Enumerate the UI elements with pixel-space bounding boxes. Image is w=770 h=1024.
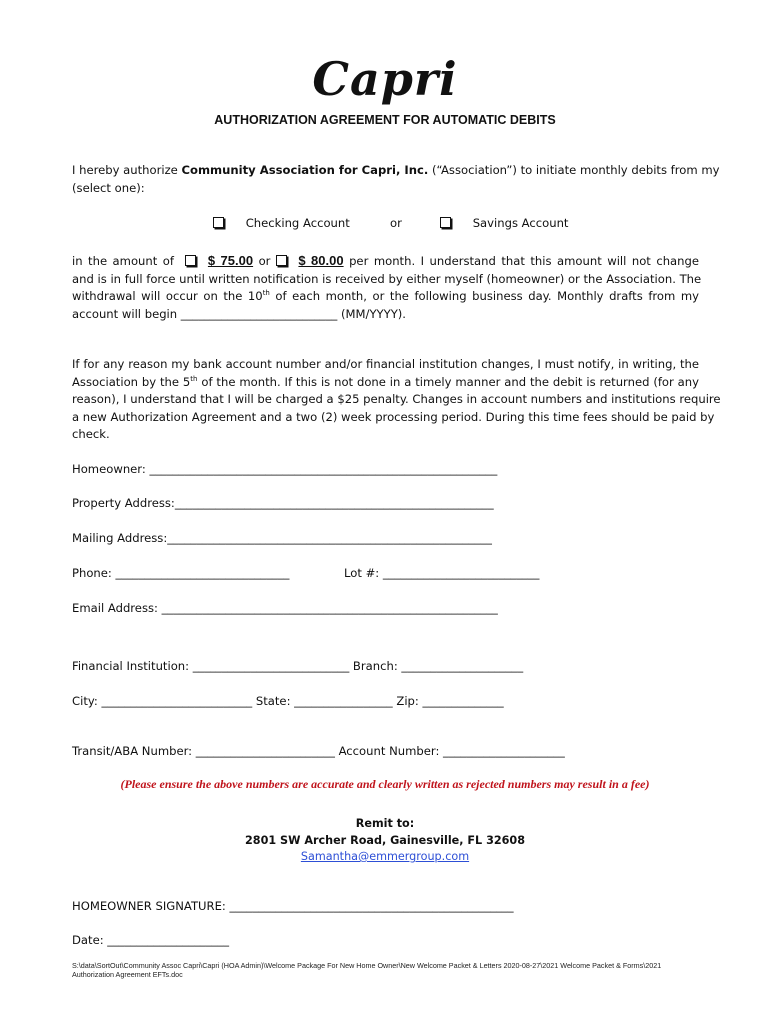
remit-label: Remit to: <box>355 817 415 830</box>
homeowner-field[interactable]: Homeowner: ____________________________________________________________ <box>72 462 498 476</box>
accuracy-warning: (Please ensure the above numbers are accurate and clearly written as rejected numbers may result in a fee) <box>120 777 650 791</box>
ordinal-th-2: th <box>190 374 198 383</box>
intro-pre: I hereby authorize <box>72 163 182 177</box>
ordinal-th: th <box>262 289 270 298</box>
savings-option[interactable] <box>440 216 568 230</box>
change-paragraph <box>72 356 721 444</box>
amount-line3-pre: withdrawal will occur on the 10 <box>72 289 263 304</box>
amount-75-checkbox[interactable] <box>185 255 196 266</box>
footer-line2: Authorization Agreement EFTs.doc <box>72 970 183 979</box>
change-line2-post: of the month. If this is not done in a timely manner and the debit is returned (for any <box>197 374 699 389</box>
savings-checkbox[interactable] <box>440 217 451 228</box>
signature-field[interactable]: HOMEOWNER SIGNATURE: _________________________________________________ <box>72 899 514 913</box>
change-line5: check. <box>72 427 110 442</box>
checking-checkbox[interactable] <box>213 217 224 228</box>
transit-account-field[interactable]: Transit/ABA Number: ________________________ Account Number: _____________________ <box>72 744 565 758</box>
page-title: AUTHORIZATION AGREEMENT FOR AUTOMATIC DEBITS <box>214 113 556 127</box>
amount-80: $ 80.00 <box>298 253 344 268</box>
financial-institution-field[interactable]: Financial Institution: ___________________________ Branch: _____________________ <box>72 659 524 673</box>
checking-label: Checking Account <box>245 216 350 230</box>
amount-75: $ 75.00 <box>207 253 254 268</box>
amount-post: per month. I understand that this amount will not change <box>343 254 699 268</box>
association-name: Community Association for Capri, Inc. <box>181 163 429 177</box>
intro-post: (“Association”) to initiate monthly debits from my <box>428 163 720 177</box>
mailing-address-field[interactable]: Mailing Address:________________________________________________________ <box>72 531 492 545</box>
change-line3: reason), I understand that I will be charged a $25 penalty. Changes in account numbers and institutions require <box>72 392 721 407</box>
remit-email-link[interactable]: Samantha@emmergroup.com <box>300 850 470 863</box>
amount-paragraph <box>72 252 702 323</box>
file-path-footer <box>72 961 712 979</box>
footer-line1: S:\data\SortOut\Community Assoc Capri\Capri (HOA Admin)\Welcome Package For New Home Owner\New Welcome Packet & Letters 2020-08-27\2021 Welcome Packet & Forms\2021 <box>72 961 662 970</box>
intro-paragraph <box>72 162 720 197</box>
amount-line4: account will begin ___________________________ (MM/YYYY). <box>72 306 406 321</box>
checking-option[interactable] <box>213 216 350 230</box>
amount-pre: in the amount of <box>72 254 174 268</box>
amount-80-checkbox[interactable] <box>276 255 287 266</box>
capri-logo: Capri <box>312 52 458 106</box>
savings-label: Savings Account <box>472 216 569 230</box>
amount-line3-post: of each month, or the following business day. Monthly drafts from my <box>269 289 699 304</box>
lot-field[interactable]: Lot #: ___________________________ <box>344 566 540 580</box>
intro-line2: (select one): <box>72 180 145 195</box>
change-line2-pre: Association by the 5 <box>72 374 191 389</box>
city-state-zip-field[interactable]: City: __________________________ State: _________________ Zip: ______________ <box>72 694 504 708</box>
or-label: or <box>390 216 402 230</box>
change-line4: a new Authorization Agreement and a two (2) week processing period. During this time fees should be paid by <box>72 409 715 424</box>
amount-or: or <box>258 254 271 268</box>
date-field[interactable]: Date: _____________________ <box>72 933 230 947</box>
change-line1: If for any reason my bank account number and/or financial institution changes, I must notify, in writing, the <box>72 357 699 371</box>
phone-field[interactable]: Phone: ______________________________ <box>72 566 290 580</box>
amount-line2: and is in full force until written notification is received by either myself (homeowner) or the Association. The <box>72 271 702 286</box>
remit-address: 2801 SW Archer Road, Gainesville, FL 32608 <box>245 834 525 847</box>
email-address-field[interactable]: Email Address: __________________________________________________________ <box>72 601 498 615</box>
property-address-field[interactable]: Property Address:_______________________________________________________ <box>72 496 494 510</box>
